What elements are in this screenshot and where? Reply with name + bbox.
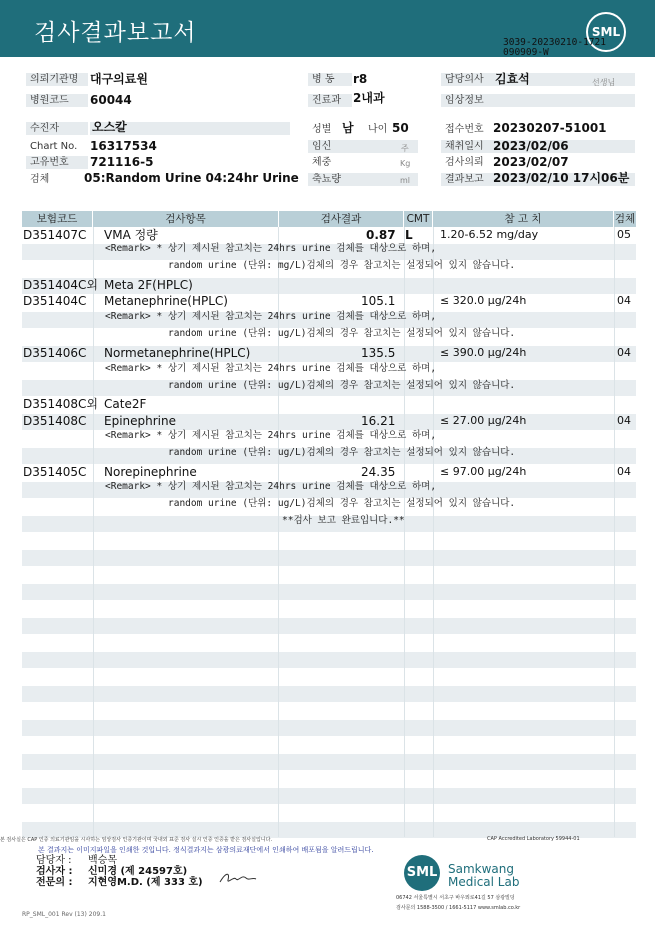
table-stripe — [22, 788, 636, 804]
remark-line: <Remark> * 상기 제시된 참고치는 24hrs urine 검체를 대상으로 하며, — [105, 243, 437, 254]
hospital-value: 대구의료원 — [90, 72, 148, 86]
remark-line: random urine (단위: ug/L)검체의 경우 참고치는 설정되어 있지 않습니다. — [168, 498, 516, 509]
remark-line: <Remark> * 상기 제시된 참고치는 24hrs urine 검체를 대상으로 하며, — [105, 311, 437, 322]
lab-address: 06742 서울특별시 서초구 바우뫼로41길 57 삼광빌딩 — [396, 895, 515, 901]
results-table-header — [22, 211, 636, 227]
table-stripe — [22, 618, 636, 634]
col-reference: 참 고 치 — [433, 211, 614, 227]
row-specimen: 04 — [617, 414, 631, 427]
row-reference: 1.20-6.52 mg/day — [440, 228, 539, 241]
signature-icon — [218, 870, 258, 886]
cap-note: 본 검사실은 CAP 인증 의료기관임을 시사하는 임상검사 인증기관이며 국내외 표준 검사 실시 인증 인증을 받은 검사실입니다. — [0, 837, 273, 843]
row-result: 16.21 — [361, 414, 396, 428]
sml-footer-logo-icon: SML — [404, 855, 440, 891]
row-reference: ≤ 97.00 μg/24h — [440, 465, 527, 478]
table-stripe — [22, 754, 636, 770]
row-item: VMA 정량 — [104, 228, 158, 242]
col-test-item: 검사항목 — [93, 211, 279, 227]
chart-no-value: 16317534 — [90, 139, 157, 153]
table-stripe — [22, 720, 636, 736]
receipt-label: 접수번호 — [445, 124, 484, 135]
responsible-label: 담당자 : — [36, 855, 72, 866]
table-stripe — [22, 652, 636, 668]
doctor-value: 김효석 — [495, 72, 530, 86]
pregnancy-unit: 주 — [401, 144, 409, 153]
row-specimen: 04 — [617, 294, 631, 307]
hospital-code-value: 60044 — [90, 93, 132, 107]
report-date-value: 2023/02/10 17시06분 — [493, 171, 630, 185]
table-stripe — [22, 686, 636, 702]
receipt-value: 20230207-51001 — [493, 121, 607, 135]
row-code: D351407C — [23, 228, 87, 242]
row-item: Meta 2F(HPLC) — [104, 278, 193, 292]
specialist-label: 전문의 : — [36, 877, 73, 888]
col-divider — [93, 227, 94, 837]
pregnancy-label: 임신 — [308, 140, 418, 153]
report-title: 검사결과보고서 — [34, 20, 197, 46]
urine-volume-unit: ml — [400, 176, 411, 185]
chart-no-label: Chart No. — [30, 141, 78, 152]
urine-volume-label: 축뇨량 — [308, 173, 418, 186]
doctor-suffix: 선생님 — [592, 78, 616, 87]
remark-line: <Remark> * 상기 제시된 참고치는 24hrs urine 검체를 대상으로 하며, — [105, 481, 437, 492]
id-no-label: 고유번호 — [26, 156, 88, 169]
specimen-value: 05:Random Urine 04:24hr Urine — [84, 171, 299, 185]
clinical-info-label: 임상정보 — [441, 94, 635, 107]
document-number: 3039-20230210-1721 090909-W — [503, 37, 606, 58]
form-number: RP_SML_001 Rev (13) 209.1 — [22, 911, 106, 918]
request-label: 검사의뢰 — [445, 157, 484, 168]
remark-line: random urine (단위: ug/L)검체의 경우 참고치는 설정되어 있지 않습니다. — [168, 328, 516, 339]
row-code: D351404C외 — [23, 278, 99, 292]
sex-value: 남 — [342, 121, 354, 135]
dept-value: 2내과 — [353, 91, 385, 105]
id-no-value: 721116-5 — [90, 155, 154, 169]
col-specimen: 검체 — [614, 213, 636, 225]
row-reference: ≤ 27.00 μg/24h — [440, 414, 527, 427]
row-item: Normetanephrine(HPLC) — [104, 346, 251, 360]
row-specimen: 04 — [617, 346, 631, 359]
cap-accreditation: CAP Accredited Laboratory 59944-01 — [487, 836, 580, 842]
ward-value: r8 — [353, 72, 368, 86]
collect-label: 채취일시 — [441, 140, 635, 153]
hospital-label: 의뢰기관명 — [26, 73, 88, 86]
table-stripe — [22, 550, 636, 566]
row-code: D351405C — [23, 465, 87, 479]
row-result: 0.87 — [366, 228, 396, 242]
row-result: 135.5 — [361, 346, 396, 360]
weight-label: 체중 — [312, 157, 332, 168]
lab-name: Samkwang Medical Lab — [448, 862, 520, 889]
table-stripe — [22, 584, 636, 600]
row-code: D351408C — [23, 414, 87, 428]
row-result: 105.1 — [361, 294, 396, 308]
patient-label: 수진자 — [26, 122, 88, 135]
row-code: D351404C — [23, 294, 87, 308]
ward-label: 병 동 — [308, 73, 352, 86]
row-item: Norepinephrine — [104, 465, 197, 479]
doctor-label: 담당의사 — [441, 73, 635, 86]
lab-phone: 검사문의 1588-3500 / 1661-5117 www.smlab.co.kr — [396, 905, 521, 911]
col-divider — [614, 227, 615, 837]
remark-line: random urine (단위: ug/L)검체의 경우 참고치는 설정되어 있지 않습니다. — [168, 447, 516, 458]
row-cmt: L — [405, 228, 413, 242]
remark-line: <Remark> * 상기 제시된 참고치는 24hrs urine 검체를 대상으로 하며, — [105, 430, 437, 441]
responsible-name: 백승목 — [88, 855, 117, 866]
sml-logo-icon: SML — [586, 12, 626, 52]
hospital-code-label: 병원코드 — [26, 94, 88, 107]
row-reference: ≤ 320.0 μg/24h — [440, 294, 527, 307]
age-value: 50 — [392, 121, 409, 135]
row-item: Metanephrine(HPLC) — [104, 294, 228, 308]
request-value: 2023/02/07 — [493, 155, 569, 169]
col-result: 검사결과 — [279, 211, 404, 227]
specimen-label: 검체 — [30, 174, 50, 185]
weight-unit: Kg — [400, 159, 411, 168]
row-item: Cate2F — [104, 397, 147, 411]
collect-value: 2023/02/06 — [493, 139, 569, 153]
remark-line: random urine (단위: mg/L)검체의 경우 참고치는 설정되어 있지 않습니다. — [168, 260, 516, 271]
dept-label: 진료과 — [308, 94, 352, 107]
specialist-name: 지현영M.D. (제 333 호) — [88, 877, 203, 888]
examiner-name: 신미경 (제 24597호) — [88, 866, 188, 877]
report-date-label: 결과보고 — [441, 173, 635, 186]
sex-label: 성별 — [312, 124, 332, 135]
remark-line: <Remark> * 상기 제시된 참고치는 24hrs urine 검체를 대상으로 하며, — [105, 363, 437, 374]
row-item: Epinephrine — [104, 414, 176, 428]
row-specimen: 05 — [617, 228, 631, 241]
row-specimen: 04 — [617, 465, 631, 478]
row-result: 24.35 — [361, 465, 396, 479]
examiner-label: 검사자 : — [36, 866, 73, 877]
col-cmt: CMT — [404, 211, 433, 227]
patient-value: 오스칼 — [92, 120, 127, 134]
row-reference: ≤ 390.0 μg/24h — [440, 346, 527, 359]
age-label: 나이 — [368, 124, 388, 135]
print-notice: 본 결과지는 이미지파일을 인쇄한 것입니다. 정식결과지는 삼광의료재단에서 인쇄하여 배포됨을 알려드립니다. — [38, 846, 374, 854]
col-insurance-code: 보험코드 — [22, 211, 93, 227]
row-code: D351408C외 — [23, 397, 99, 411]
remark-line: random urine (단위: ug/L)검체의 경우 참고치는 설정되어 있지 않습니다. — [168, 380, 516, 391]
row-code: D351406C — [23, 346, 87, 360]
report-complete-text: **검사 보고 완료입니다.** — [282, 515, 405, 526]
